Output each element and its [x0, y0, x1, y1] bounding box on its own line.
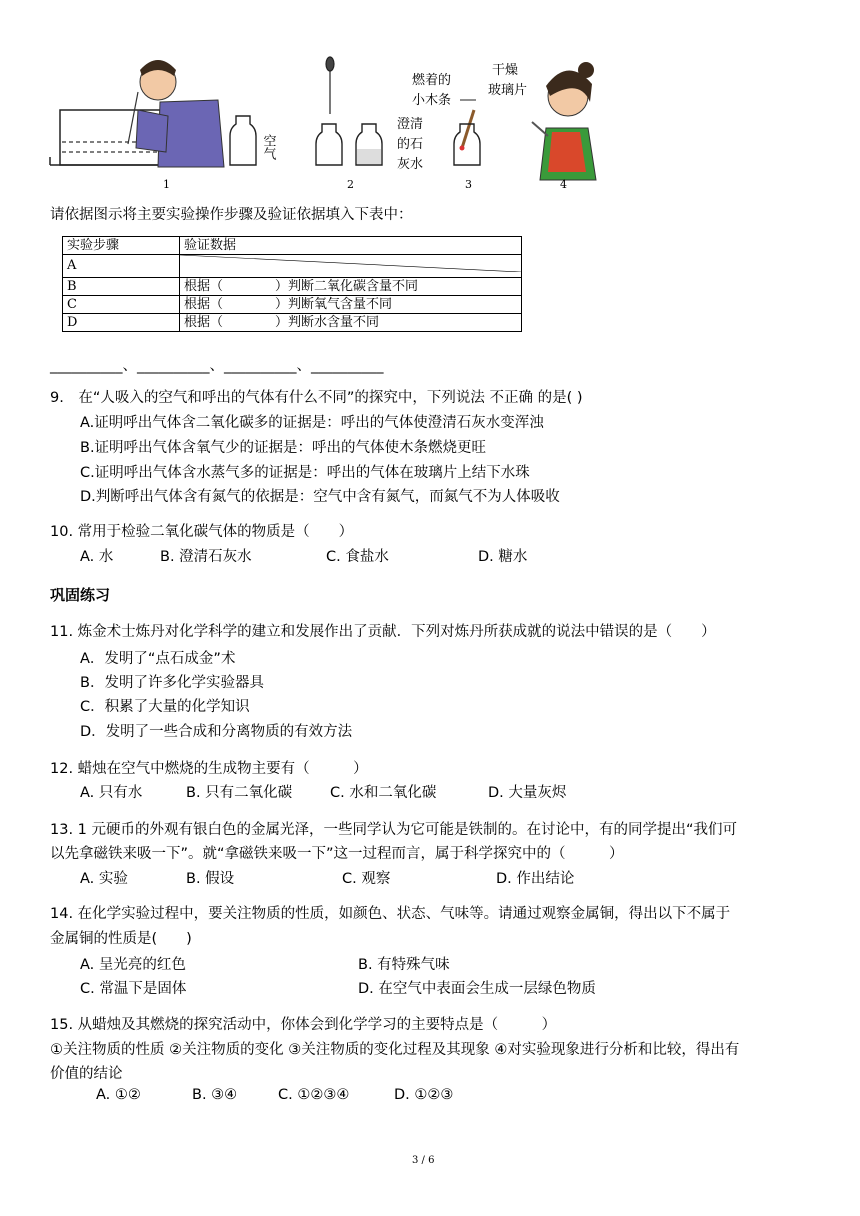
question-10-option-c[interactable]: C. 食盐水	[326, 549, 389, 565]
burning-stick-label: 燃着的小木条	[412, 73, 452, 108]
question-12-option-c[interactable]: C. 水和二氧化碳	[330, 785, 437, 801]
table-row	[63, 278, 522, 296]
question-15-statements-line-2: 价值的结论	[50, 1066, 123, 1082]
caption-3: 3	[465, 178, 472, 191]
question-12-option-a[interactable]: A. 只有水	[80, 785, 143, 801]
instruction-text: 请依据图示将主要实验操作步骤及验证依据填入下表中：	[50, 207, 413, 223]
caption-2: 2	[347, 178, 354, 191]
table-cell-step: C	[63, 296, 180, 314]
question-10-stem: 10. 常用于检验二氧化碳气体的物质是（ ）	[50, 524, 354, 540]
table-cell-step: A	[63, 255, 180, 278]
table-cell-step: B	[63, 278, 180, 296]
question-14-line-2: 金属铜的性质是( )	[50, 931, 192, 947]
question-11-option-d[interactable]: D．发明了一些合成和分离物质的有效方法	[80, 724, 353, 740]
question-13-option-c[interactable]: C. 观察	[342, 871, 391, 887]
bottle-2a	[316, 124, 342, 165]
question-15-option-a[interactable]: A. ①②	[96, 1087, 141, 1103]
air-label: 空气	[260, 134, 276, 160]
question-9-option-a[interactable]: A.证明呼出气体含二氧化碳多的证据是：呼出的气体使澄清石灰水变浑浊	[80, 415, 544, 431]
table-cell-basis: 根据（ ）判断二氧化碳含量不同	[180, 278, 522, 296]
question-13-option-b[interactable]: B. 假设	[186, 871, 235, 887]
table-row	[63, 314, 522, 332]
question-11-option-a[interactable]: A．发明了“点石成金”术	[80, 651, 236, 667]
question-11-option-b[interactable]: B．发明了许多化学实验器具	[80, 675, 264, 691]
man-figure	[128, 60, 224, 167]
question-10-option-a[interactable]: A. 水	[80, 549, 114, 565]
girl-figure	[532, 62, 596, 180]
dropper	[326, 57, 334, 114]
question-14-option-d[interactable]: D. 在空气中表面会生成一层绿色物质	[358, 981, 596, 997]
question-10-option-b[interactable]: B. 澄清石灰水	[160, 549, 252, 565]
question-12-stem: 12. 蜡烛在空气中燃烧的生成物主要有（ ）	[50, 761, 368, 777]
limewater-label: 澄清的石灰水	[397, 117, 424, 172]
question-10-option-d[interactable]: D. 糖水	[478, 549, 528, 565]
question-9-option-d[interactable]: D.判断呼出气体含有氮气的依据是：空气中含有氮气，而氮气不为人体吸收	[80, 489, 560, 505]
question-9-option-c[interactable]: C.证明呼出气体含水蒸气多的证据是：呼出的气体在玻璃片上结下水珠	[80, 465, 530, 481]
question-9-stem: 9. 在“人吸入的空气和呼出的气体有什么不同”的探究中，下列说法 不正确 的是( )	[50, 390, 583, 406]
page-number: 3 / 6	[412, 1155, 435, 1166]
answer-blanks[interactable]: __________、__________、__________、__________	[50, 358, 384, 374]
question-14-option-c[interactable]: C. 常温下是固体	[80, 981, 187, 997]
dry-glass-label: 干燥玻璃片	[488, 63, 528, 98]
section-title: 巩固练习	[50, 586, 111, 604]
question-15-stem: 15. 从蜡烛及其燃烧的探究活动中，你体会到化学学习的主要特点是（ ）	[50, 1017, 557, 1033]
table-header-basis: 验证数据	[180, 237, 522, 255]
table-cell-basis: 根据（ ）判断氧气含量不同	[180, 296, 522, 314]
question-15-option-c[interactable]: C. ①②③④	[278, 1087, 350, 1103]
limewater-bottle	[356, 124, 382, 165]
burning-stick	[460, 110, 475, 151]
question-12-option-b[interactable]: B. 只有二氧化碳	[186, 785, 293, 801]
table-header-step: 实验步骤	[63, 237, 180, 255]
question-11-stem: 11. 炼金术士炼丹对化学科学的建立和发展作出了贡献．下列对炼丹所获成就的说法中错误的是（ ）	[50, 624, 716, 640]
table-cell-step: D	[63, 314, 180, 332]
air-bottle-1	[230, 116, 256, 165]
question-15-option-d[interactable]: D. ①②③	[394, 1087, 454, 1103]
experiment-illustration	[40, 52, 600, 202]
question-14-line-1: 14. 在化学实验过程中，要关注物质的性质，如颜色、状态、气味等。请通过观察金属铜，得出以下不属于	[50, 906, 731, 922]
question-15-statements-line-1: ①关注物质的性质 ②关注物质的变化 ③关注物质的变化过程及其现象 ④对实验现象进行分析和比较，得出有	[50, 1042, 740, 1058]
table-cell-basis: 根据（ ）判断水含量不同	[180, 314, 522, 332]
question-13-option-d[interactable]: D. 作出结论	[496, 871, 575, 887]
question-13-option-a[interactable]: A. 实验	[80, 871, 128, 887]
table-row	[63, 255, 522, 278]
question-13-line-1: 13. 1 元硬币的外观有银白色的金属光泽，一些同学认为它可能是铁制的。在讨论中，有的同学提出“我们可	[50, 822, 738, 838]
table-header-row	[63, 237, 522, 255]
question-14-option-a[interactable]: A. 呈光亮的红色	[80, 957, 186, 973]
table-row	[63, 296, 522, 314]
experiment-table	[62, 236, 522, 332]
caption-4: 4	[560, 178, 567, 191]
question-11-option-c[interactable]: C．积累了大量的化学知识	[80, 699, 250, 715]
question-9-option-b[interactable]: B.证明呼出气体含氧气少的证据是：呼出的气体使木条燃烧更旺	[80, 440, 487, 456]
table-cell-basis-diagonal	[180, 255, 522, 278]
question-12-option-d[interactable]: D. 大量灰烬	[488, 785, 567, 801]
question-14-option-b[interactable]: B. 有特殊气味	[358, 957, 450, 973]
question-13-line-2: 以先拿磁铁来吸一下”。就“拿磁铁来吸一下”这一过程而言，属于科学探究中的（ ）	[50, 846, 624, 862]
caption-1: 1	[163, 178, 170, 191]
question-15-option-b[interactable]: B. ③④	[192, 1087, 238, 1103]
